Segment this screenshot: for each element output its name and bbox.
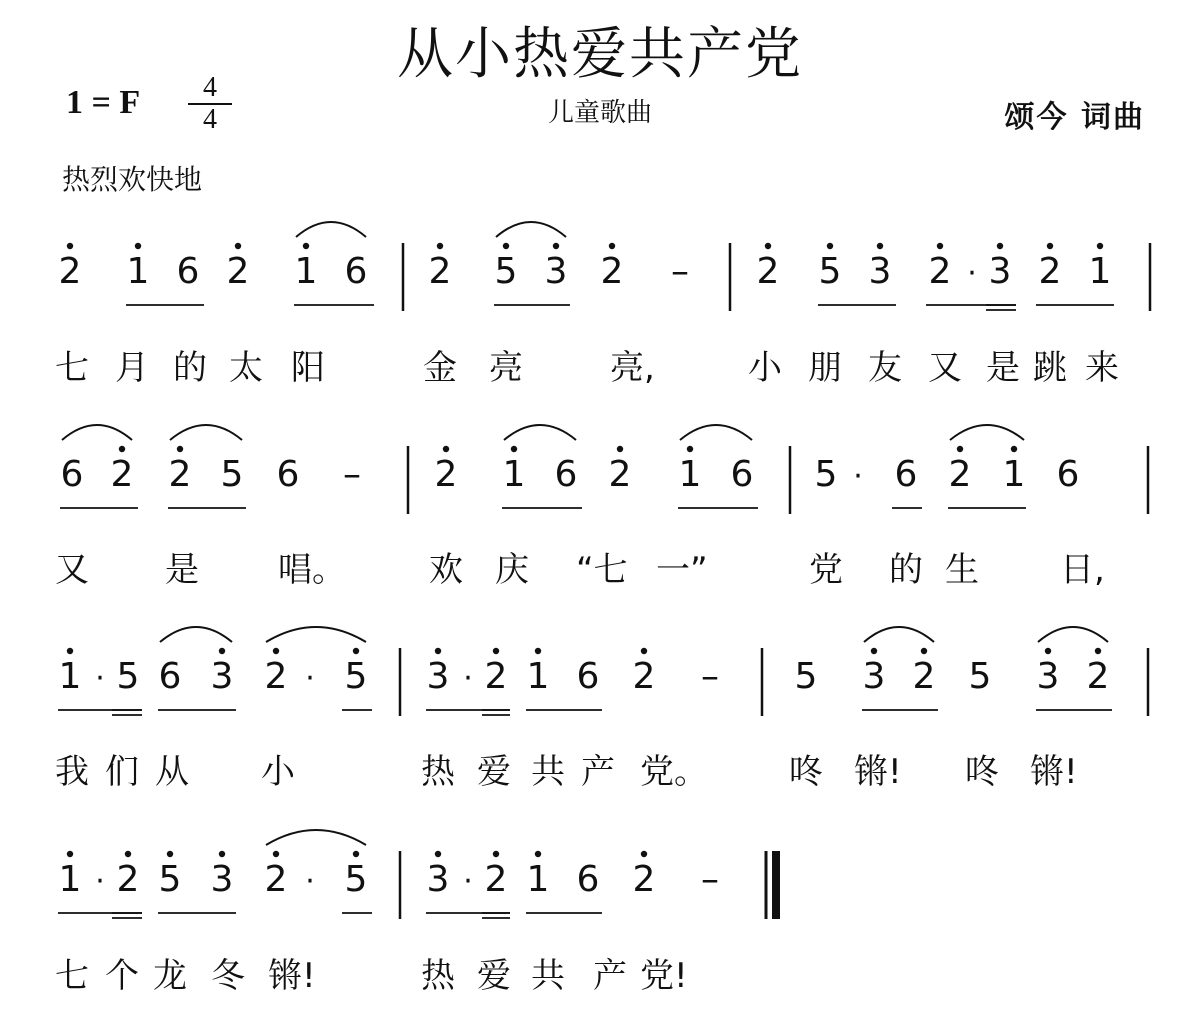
note: 6 [730,454,754,495]
author-credit: 颂今 词曲 [1004,100,1145,135]
lyric-syllable: 咚 [965,752,999,792]
note: 2 [484,656,508,697]
lyric-syllable: 我 [55,752,89,792]
octave-dot [765,243,771,249]
lyric-syllable: 锵! [268,956,316,996]
dash-note: – [343,454,361,495]
octave-dot [493,851,499,857]
octave-dot [353,851,359,857]
lyric-syllable: 的 [173,348,207,388]
lyric-syllable: 共 [531,752,565,792]
note: 2 [168,454,192,495]
dotted-mark: · [463,661,473,696]
lyric-syllable: 七 [55,956,89,996]
octave-dot [493,648,499,654]
note: 6 [894,454,918,495]
lyric-syllable: 小 [748,348,782,388]
octave-dot [553,243,559,249]
dotted-mark: · [463,864,473,899]
lyric-syllable: 们 [105,752,139,792]
time-signature-bottom: 4 [203,104,217,135]
note: 6 [554,454,578,495]
note: 1 [126,251,150,292]
note: 2 [264,656,288,697]
lyric-syllable: 庆 [495,550,529,590]
slur [296,222,366,237]
octave-dot [1011,446,1017,452]
lyric-syllable: 共 [531,956,565,996]
lyric-syllable: 唱。 [278,550,346,590]
octave-dot [303,243,309,249]
lyric-syllable: 党 [809,550,843,590]
note: 1 [526,656,550,697]
dotted-mark: · [95,864,105,899]
note: 1 [526,859,550,900]
lyric-syllable: 小 [261,752,295,792]
song-subtitle: 儿童歌曲 [547,98,652,128]
lyric-syllable: 爱 [477,956,511,996]
octave-dot [921,648,927,654]
lyric-syllable: 又 [55,550,89,590]
note: 3 [1036,656,1060,697]
octave-dot [535,648,541,654]
dash-note: – [701,656,719,697]
octave-dot [273,851,279,857]
lyric-syllable: 阳 [291,348,325,388]
octave-dot [67,243,73,249]
octave-dot [957,446,963,452]
octave-dot [617,446,623,452]
note: 2 [948,454,972,495]
note: 3 [210,859,234,900]
note: 6 [1056,454,1080,495]
note: 5 [494,251,518,292]
lyric-syllable: 党! [640,956,688,996]
octave-dot [871,648,877,654]
octave-dot [219,648,225,654]
note: 1 [58,656,82,697]
note: 6 [60,454,84,495]
note: 3 [988,251,1012,292]
note: 2 [632,656,656,697]
lyric-syllable: 日, [1060,550,1105,590]
octave-dot [687,446,693,452]
slur [62,425,132,440]
dotted-mark: · [853,459,863,494]
octave-dot [641,851,647,857]
note: 6 [576,859,600,900]
note: 2 [116,859,140,900]
slur [950,425,1024,440]
lyric-syllable: 是 [986,348,1020,388]
note: 2 [434,454,458,495]
note: 1 [502,454,526,495]
octave-dot [443,446,449,452]
note: 1 [58,859,82,900]
note: 5 [158,859,182,900]
octave-dot [235,243,241,249]
octave-dot [641,648,647,654]
note: 2 [428,251,452,292]
lyric-syllable: 爱 [477,752,511,792]
note: 5 [818,251,842,292]
note: 2 [226,251,250,292]
lyric-syllable: 欢 [429,550,463,590]
note: 3 [426,656,450,697]
slur [160,627,232,642]
note: 6 [276,454,300,495]
octave-dot [167,851,173,857]
octave-dot [177,446,183,452]
octave-dot [67,648,73,654]
octave-dot [1095,648,1101,654]
dotted-mark: · [305,864,315,899]
note: 2 [264,859,288,900]
note: 6 [576,656,600,697]
note: 2 [928,251,952,292]
note: 1 [1002,454,1026,495]
lyric-syllable: 又 [928,348,962,388]
dotted-mark: · [305,661,315,696]
note: 6 [176,251,200,292]
dash-note: – [701,859,719,900]
octave-dot [135,243,141,249]
octave-dot [1045,648,1051,654]
octave-dot [535,851,541,857]
lyric-syllable: 锵! [1030,752,1078,792]
note: 2 [484,859,508,900]
note: 3 [426,859,450,900]
song-title: 从小热爱共产党 [397,22,803,87]
note: 5 [116,656,140,697]
slur [496,222,566,237]
note: 3 [868,251,892,292]
note: 3 [210,656,234,697]
note: 6 [158,656,182,697]
lyric-syllable: 朋 [808,348,842,388]
dash-note: – [671,251,689,292]
slur [680,425,752,440]
octave-dot [219,851,225,857]
octave-dot [503,243,509,249]
lyric-syllable: 咚 [789,752,823,792]
note: 1 [294,251,318,292]
octave-dot [125,851,131,857]
lyric-syllable: 金 [423,348,457,388]
note: 5 [220,454,244,495]
lyric-syllable: 生 [945,550,979,590]
note: 5 [968,656,992,697]
octave-dot [1047,243,1053,249]
lyric-syllable: 产 [581,752,615,792]
lyric-syllable: 亮, [610,348,655,388]
dotted-mark: · [967,256,977,291]
octave-dot [273,648,279,654]
octave-dot [119,446,125,452]
lyric-syllable: 热 [421,956,455,996]
slur [1038,627,1108,642]
slur [266,830,366,845]
note: 5 [344,859,368,900]
octave-dot [937,243,943,249]
octave-dot [435,648,441,654]
octave-dot [67,851,73,857]
octave-dot [827,243,833,249]
note: 2 [1086,656,1110,697]
lyric-syllable: “七 [576,550,628,590]
lyric-syllable: 个 [105,956,139,996]
dotted-mark: · [95,661,105,696]
tempo-marking: 热烈欢快地 [62,163,203,196]
octave-dot [437,243,443,249]
note: 6 [344,251,368,292]
lyric-syllable: 龙 [153,956,187,996]
lyric-syllable: 锵! [854,752,902,792]
octave-dot [997,243,1003,249]
note: 3 [862,656,886,697]
lyric-syllable: 七 [55,348,89,388]
note: 2 [912,656,936,697]
slur [504,425,576,440]
lyric-syllable: 产 [593,956,627,996]
lyric-syllable: 冬 [211,956,245,996]
note: 2 [756,251,780,292]
lyric-syllable: 热 [421,752,455,792]
lyric-syllable: 是 [165,550,199,590]
lyric-syllable: 友 [868,348,902,388]
time-signature-top: 4 [203,72,217,103]
note: 1 [678,454,702,495]
lyric-syllable: 跳 [1033,348,1067,388]
slur [266,627,366,642]
lyric-syllable: 一” [656,550,708,590]
note: 3 [544,251,568,292]
slur [170,425,242,440]
lyric-syllable: 从 [155,752,189,792]
slur [864,627,934,642]
octave-dot [877,243,883,249]
lyric-syllable: 的 [889,550,923,590]
note: 2 [632,859,656,900]
note: 2 [110,454,134,495]
octave-dot [353,648,359,654]
note: 2 [600,251,624,292]
lyric-syllable: 来 [1085,348,1119,388]
lyric-syllable: 太 [229,348,263,388]
note: 5 [794,656,818,697]
lyric-syllable: 党。 [640,752,708,792]
note: 5 [344,656,368,697]
octave-dot [511,446,517,452]
lyric-syllable: 月 [115,348,149,388]
octave-dot [1097,243,1103,249]
key-signature: 1 = F [66,84,141,121]
note: 2 [608,454,632,495]
note: 5 [814,454,838,495]
lyric-syllable: 亮 [489,348,523,388]
note: 2 [58,251,82,292]
note: 2 [1038,251,1062,292]
octave-dot [609,243,615,249]
octave-dot [435,851,441,857]
note: 1 [1088,251,1112,292]
